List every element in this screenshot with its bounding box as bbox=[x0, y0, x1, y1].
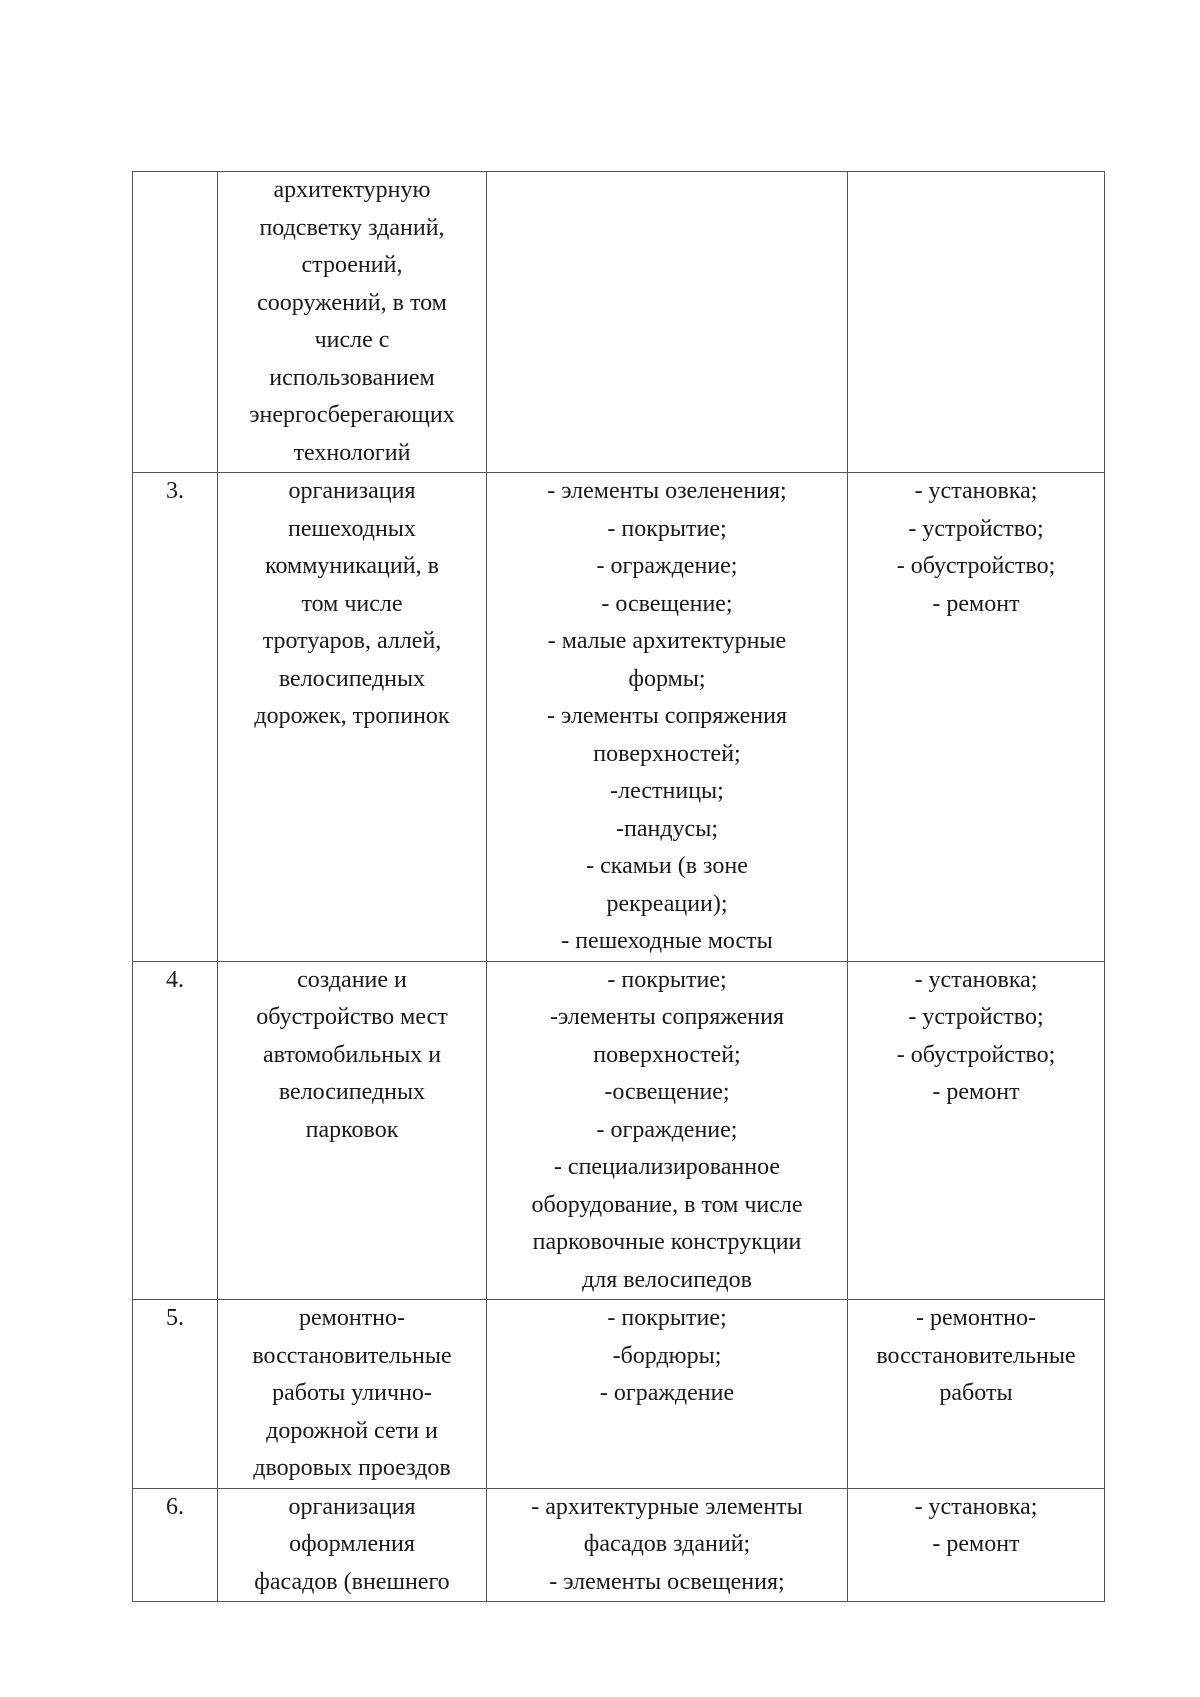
work-line: - установка; bbox=[914, 966, 1038, 993]
element-line: формы; bbox=[628, 665, 706, 692]
work-line: - ремонт bbox=[932, 590, 1020, 617]
measure-name-line: архитектурную bbox=[273, 177, 431, 203]
work-line: - ремонт bbox=[932, 1531, 1020, 1557]
measure-name-line: пешеходных bbox=[288, 515, 416, 542]
element-line: для велосипедов bbox=[582, 1266, 752, 1293]
table-row bbox=[133, 172, 1105, 473]
elements-cell bbox=[487, 961, 848, 1300]
work-line: восстановительные bbox=[876, 1342, 1076, 1369]
measure-name-line: тротуаров, аллей, bbox=[262, 628, 442, 654]
table-row bbox=[133, 473, 1105, 962]
measure-name-line: дорожной сети и bbox=[266, 1417, 438, 1444]
element-line: - малые архитектурные bbox=[547, 628, 787, 654]
element-line: фасадов зданий; bbox=[583, 1531, 751, 1557]
element-line: -элементы сопряжения bbox=[550, 1004, 784, 1030]
element-line: - покрытие; bbox=[607, 1305, 727, 1331]
row-number: 4. bbox=[166, 966, 184, 993]
element-line: - специализированное bbox=[553, 1154, 781, 1180]
element-line: - элементы сопряжения bbox=[547, 703, 787, 729]
element-line: поверхностей; bbox=[593, 1041, 741, 1068]
row-number: 5. bbox=[166, 1305, 184, 1331]
works-cell bbox=[848, 1300, 1105, 1489]
element-line: -лестницы; bbox=[610, 778, 724, 804]
element-line: - пешеходные мосты bbox=[561, 928, 773, 954]
works-cell bbox=[848, 172, 1105, 473]
table-row bbox=[133, 961, 1105, 1300]
works-cell bbox=[848, 1488, 1105, 1602]
work-line: - обустройство; bbox=[896, 553, 1056, 579]
measure-name-line: организация bbox=[288, 1493, 416, 1520]
row-number-cell bbox=[133, 1300, 218, 1489]
measure-name-line: технологий bbox=[293, 439, 411, 466]
row-number-cell bbox=[133, 1488, 218, 1602]
table-row bbox=[133, 1300, 1105, 1489]
measure-name-line: сооружений, в том bbox=[257, 289, 447, 316]
measure-name-line: автомобильных и bbox=[262, 1041, 442, 1068]
measure-name-line: обустройство мест bbox=[256, 1004, 448, 1030]
table-body bbox=[133, 172, 1105, 1602]
element-line: - покрытие; bbox=[607, 966, 727, 993]
row-number-cell bbox=[133, 473, 218, 962]
row-number-cell bbox=[133, 172, 218, 473]
measure-name-line: велосипедных bbox=[278, 665, 426, 692]
measure-name-line: числе с bbox=[314, 327, 390, 353]
elements-cell bbox=[487, 1300, 848, 1489]
elements-cell bbox=[487, 473, 848, 962]
element-line: - покрытие; bbox=[607, 515, 727, 542]
element-line: - элементы озеленения; bbox=[547, 478, 787, 504]
measure-name-cell bbox=[218, 172, 487, 473]
element-line: -бордюры; bbox=[612, 1342, 722, 1369]
works-cell bbox=[848, 473, 1105, 962]
measure-name-line: подсветку зданий, bbox=[259, 214, 445, 241]
element-line: поверхностей; bbox=[593, 740, 741, 767]
measures-table bbox=[132, 171, 1105, 1602]
measure-name-line: работы улично- bbox=[272, 1380, 432, 1406]
element-line: -освещение; bbox=[604, 1079, 730, 1105]
element-line: - элементы освещения; bbox=[549, 1568, 785, 1595]
element-line: - архитектурные элементы bbox=[531, 1493, 803, 1520]
measure-name-line: дворовых проездов bbox=[253, 1455, 451, 1481]
measure-name-line: восстановительные bbox=[252, 1342, 452, 1369]
measure-name-line: использованием bbox=[269, 364, 435, 391]
work-line: - устройство; bbox=[908, 515, 1044, 542]
row-number-cell bbox=[133, 961, 218, 1300]
element-line: - ограждение bbox=[599, 1380, 735, 1406]
element-line: рекреации); bbox=[606, 890, 728, 917]
measure-name-line: оформления bbox=[289, 1531, 415, 1557]
measure-name-cell bbox=[218, 1300, 487, 1489]
work-line: - обустройство; bbox=[896, 1041, 1056, 1068]
measure-name-cell bbox=[218, 1488, 487, 1602]
measure-name-line: том числе bbox=[301, 590, 403, 617]
element-line: парковочные конструкции bbox=[532, 1229, 802, 1255]
work-line: - установка; bbox=[914, 478, 1038, 504]
element-line: оборудование, в том числе bbox=[531, 1191, 803, 1218]
element-line: - освещение; bbox=[601, 590, 733, 617]
works-cell bbox=[848, 961, 1105, 1300]
measure-name-line: коммуникаций, в bbox=[265, 553, 439, 579]
measure-name-line: организация bbox=[288, 478, 416, 504]
elements-cell bbox=[487, 1488, 848, 1602]
measure-name-line: парковок bbox=[305, 1116, 399, 1143]
measure-name-line: ремонтно- bbox=[298, 1305, 405, 1331]
measure-name-line: энергосберегающих bbox=[249, 402, 455, 428]
work-line: работы bbox=[939, 1380, 1013, 1406]
element-line: - ограждение; bbox=[596, 1116, 738, 1143]
measure-name-line: строений, bbox=[301, 252, 403, 278]
measure-name-line: велосипедных bbox=[278, 1079, 426, 1105]
row-number: 3. bbox=[166, 478, 184, 504]
element-line: - ограждение; bbox=[596, 553, 738, 579]
measure-name-cell bbox=[218, 961, 487, 1300]
row-number: 6. bbox=[166, 1493, 184, 1520]
elements-cell bbox=[487, 172, 848, 473]
measure-name-cell bbox=[218, 473, 487, 962]
work-line: - устройство; bbox=[908, 1004, 1044, 1030]
measure-name-line: фасадов (внешнего bbox=[254, 1568, 450, 1595]
work-line: - ремонт bbox=[932, 1079, 1020, 1105]
element-line: - скамьи (в зоне bbox=[586, 853, 748, 879]
measure-name-line: создание и bbox=[297, 966, 407, 993]
measure-name-line: дорожек, тропинок bbox=[254, 703, 450, 729]
work-line: - ремонтно- bbox=[916, 1305, 1036, 1331]
table-row bbox=[133, 1488, 1105, 1602]
work-line: - установка; bbox=[914, 1493, 1038, 1520]
element-line: -пандусы; bbox=[616, 815, 718, 842]
